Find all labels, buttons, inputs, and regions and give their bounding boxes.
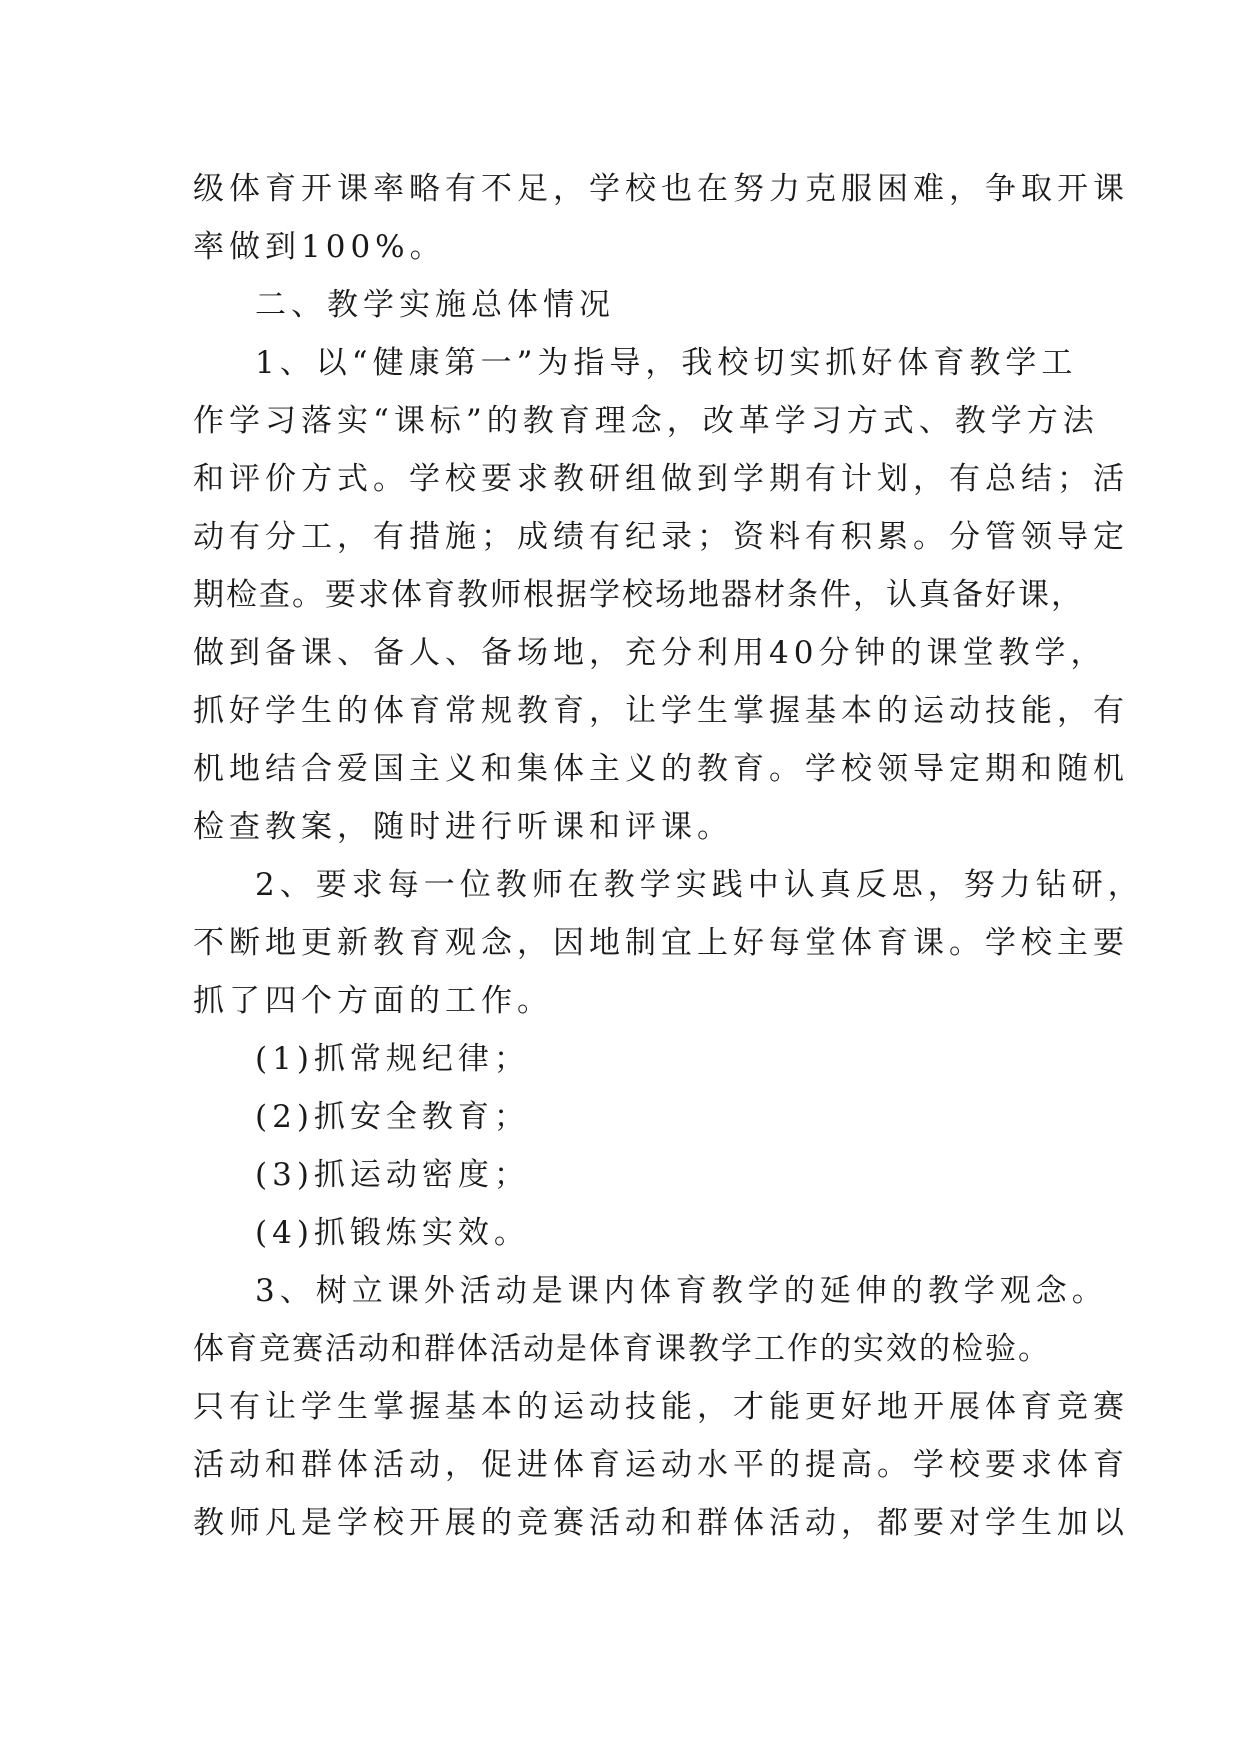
text-line: 不断地更新教育观念，因地制宜上好每堂体育课。学校主要 xyxy=(193,925,1129,961)
list-item: (4)抓锻炼实效。 xyxy=(255,1215,530,1251)
text-line: 抓好学生的体育常规教育，让学生掌握基本的运动技能，有 xyxy=(193,693,1129,729)
list-item: (1)抓常规纪律； xyxy=(255,1041,530,1077)
list-item: (3)抓运动密度； xyxy=(255,1157,530,1193)
text-line: 做到备课、备人、备场地，充分利用40分钟的课堂教学， xyxy=(193,635,1107,671)
text-line: 抓了四个方面的工作。 xyxy=(193,983,553,1019)
text-line: 2、要求每一位教师在教学实践中认真反思，努力钻研， xyxy=(255,867,1144,903)
text-line: 体育竞赛活动和群体活动是体育课教学工作的实效的检验。 xyxy=(193,1331,1051,1367)
section-heading: 二、教学实施总体情况 xyxy=(255,287,615,323)
text-line: 活动和群体活动，促进体育运动水平的提高。学校要求体育 xyxy=(193,1447,1129,1483)
text-line: 只有让学生掌握基本的运动技能，才能更好地开展体育竞赛 xyxy=(193,1389,1129,1425)
text-line: 期检查。要求体育教师根据学校场地器材条件，认真备好课， xyxy=(193,577,1084,613)
text-line: 检查教案，随时进行听课和评课。 xyxy=(193,809,733,845)
text-line: 教师凡是学校开展的竞赛活动和群体活动，都要对学生加以 xyxy=(193,1505,1129,1541)
text-line: 作学习落实“课标”的教育理念，改革学习方式、教学方法 xyxy=(193,403,1099,439)
text-line: 和评价方式。学校要求教研组做到学期有计划，有总结；活 xyxy=(193,461,1129,497)
text-line: 率做到100%。 xyxy=(193,229,446,265)
document-body xyxy=(193,160,1144,1552)
text-line: 1、以“健康第一”为指导，我校切实抓好体育教学工 xyxy=(255,345,1078,381)
list-item: (2)抓安全教育； xyxy=(255,1099,530,1135)
text-line: 3、树立课外活动是课内体育教学的延伸的教学观念。 xyxy=(255,1273,1108,1309)
text-line: 动有分工，有措施；成绩有纪录；资料有积累。分管领导定 xyxy=(193,519,1129,555)
text-line: 机地结合爱国主义和集体主义的教育。学校领导定期和随机 xyxy=(193,751,1129,787)
text-line: 级体育开课率略有不足，学校也在努力克服困难，争取开课 xyxy=(193,171,1129,207)
